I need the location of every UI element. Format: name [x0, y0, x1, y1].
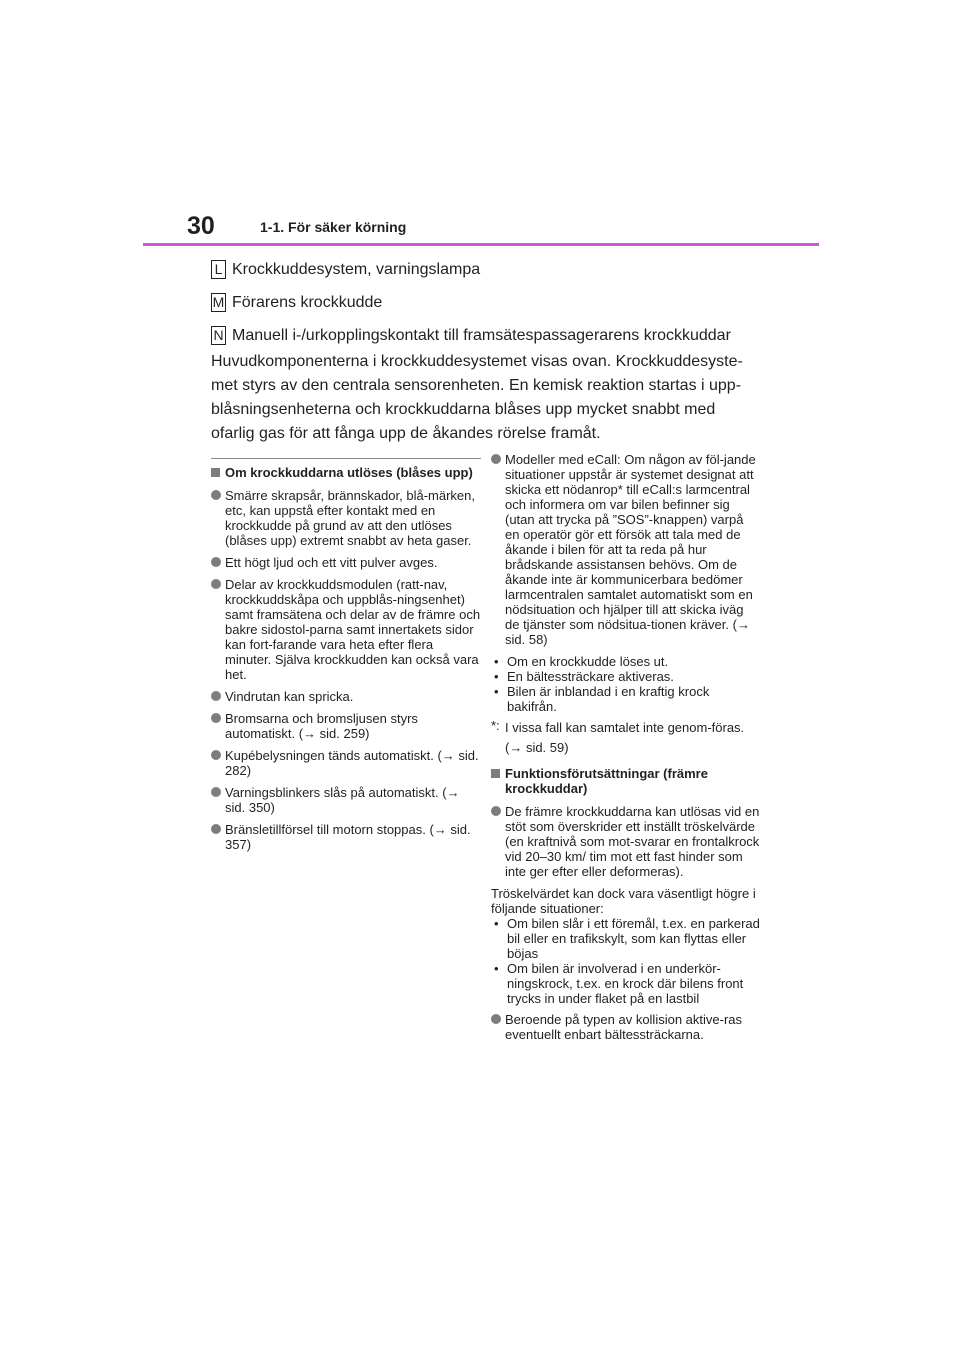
intro-paragraph: Huvudkomponenterna i krockkuddesystemet visas ovan. Krockkuddesyste-met styrs av den centrala sensorenheten. En kemisk reaktion startas i upp-blåsningsenheterna och krockkuddarna blåses upp mycket snabbt med ofarlig gas för att fånga upp de åkandes rörelse framåt. [211, 353, 743, 442]
section-heading-conditions: Funktionsförutsättningar (främre krockkuddar) [491, 766, 761, 796]
circle-bullet-icon [211, 750, 221, 760]
key-item-n [211, 326, 731, 345]
left-column [211, 458, 481, 859]
circle-bullet-icon [211, 579, 221, 589]
dot-bullet-icon: • [494, 654, 499, 669]
sub-list-item: • Om en krockkudde löses ut. [491, 654, 761, 669]
key-item-text: Förarens krockkudde [232, 293, 383, 311]
footnote-text: I vissa fall kan samtalet inte genom-föras. (→ sid. 59) [505, 720, 745, 755]
circle-bullet-icon [491, 806, 501, 816]
list-item: Beroende på typen av kollision aktive-ras eventuellt enbart bältessträckarna. [491, 1012, 761, 1042]
footnote-mark: *: [491, 718, 500, 733]
list-item: Kupébelysningen tänds automatiskt. (→ sid. 282) [211, 748, 481, 778]
key-letter-box: N [211, 326, 226, 345]
key-item-text: Manuell i-/urkopplingskontakt till framsätespassagerarens krockkuddar [232, 326, 731, 344]
list-item: De främre krockkuddarna kan utlösas vid en stöt som överskrider ett inställt tröskelvärde (en kraftnivå som mot-svarar en frontalkrock vid 20–30 km/ tim mot ett fast hinder som inte ger efter eller deformeras). [491, 804, 761, 879]
list-item: Varningsblinkers slås på automatiskt. (→ sid. 350) [211, 785, 481, 815]
dot-bullet-icon: • [494, 961, 499, 976]
section-heading-deployment: Om krockkuddarna utlöses (blåses upp) [211, 465, 481, 480]
dot-bullet-icon: • [494, 669, 499, 684]
column-divider [211, 458, 481, 459]
key-item-l [211, 260, 480, 279]
list-item: Modeller med eCall: Om någon av föl-jande situationer uppstår är systemet designat att skicka ett nödanrop* till eCall:s larmcentral och informera om var bilen befinner sig (utan att trycka på ”SOS”-knappen) varpå en operatör gör ett försök att tala med de åkande i bilen för att ta reda på hur brådskande assistansen behövs. Om de åkande inte är kommunicerbara bedömer larmcentralen samtalet automatiskt som en nödsituation och hjälper till att skicka iväg de tjänster som nödsitua-tionen kräver. (→ sid. 58) [491, 452, 761, 647]
dot-bullet-icon: • [494, 916, 499, 931]
circle-bullet-icon [211, 824, 221, 834]
right-column [491, 452, 761, 1049]
section-title: 1-1. För säker körning [260, 219, 407, 235]
key-item-m [211, 293, 382, 312]
circle-bullet-icon [491, 1014, 501, 1024]
sub-list-item: • En bältessträckare aktiveras. [491, 669, 761, 684]
circle-bullet-icon [211, 713, 221, 723]
page-number: 30 [187, 212, 215, 240]
list-item: Bränsletillförsel till motorn stoppas. (→ sid. 357) [211, 822, 481, 852]
list-item: Ett högt ljud och ett vitt pulver avges. [211, 555, 481, 570]
dot-bullet-icon: • [494, 684, 499, 699]
circle-bullet-icon [211, 691, 221, 701]
header-divider [143, 243, 819, 246]
list-item: Delar av krockkuddsmodulen (ratt-nav, krockkuddskåpa och uppblås-ningsenhet) samt framsätena och delar av de främre och bakre sidostol-parna samt innertakets sidor kan fort-farande vara heta efter flera minuter. Själva krockkudden kan också vara het. [211, 577, 481, 682]
circle-bullet-icon [211, 490, 221, 500]
key-letter-box: M [212, 294, 225, 310]
list-item: Vindrutan kan spricka. [211, 689, 481, 704]
list-item: Smärre skrapsår, brännskador, blå-märken, etc, kan uppstå efter kontakt med en krockkudde på grund av att den utlöses (blåses upp) extremt snabbt av heta gaser. [211, 488, 481, 548]
sub-list-item: • Om bilen slår i ett föremål, t.ex. en parkerad bil eller en trafikskylt, som kan flyttas eller böjas [491, 916, 761, 961]
circle-bullet-icon [491, 454, 501, 464]
sub-list-item: • Bilen är inblandad i en kraftig krock bakifrån. [491, 684, 761, 714]
key-letter-box: L [211, 260, 226, 279]
key-item-text: Krockkuddesystem, varningslampa [232, 260, 481, 278]
list-item: Bromsarna och bromsljusen styrs automatiskt. (→ sid. 259) [211, 711, 481, 741]
circle-bullet-icon [211, 787, 221, 797]
square-bullet-icon [211, 468, 220, 477]
circle-bullet-icon [211, 557, 221, 567]
footnote [491, 718, 761, 758]
square-bullet-icon [491, 769, 500, 778]
paragraph: Tröskelvärdet kan dock vara väsentligt högre i följande situationer: [491, 886, 756, 916]
sub-list-item: • Om bilen är involverad i en underkör-ningskrock, t.ex. en krock där bilens front trycks in under flaket på en lastbil [491, 961, 761, 1006]
